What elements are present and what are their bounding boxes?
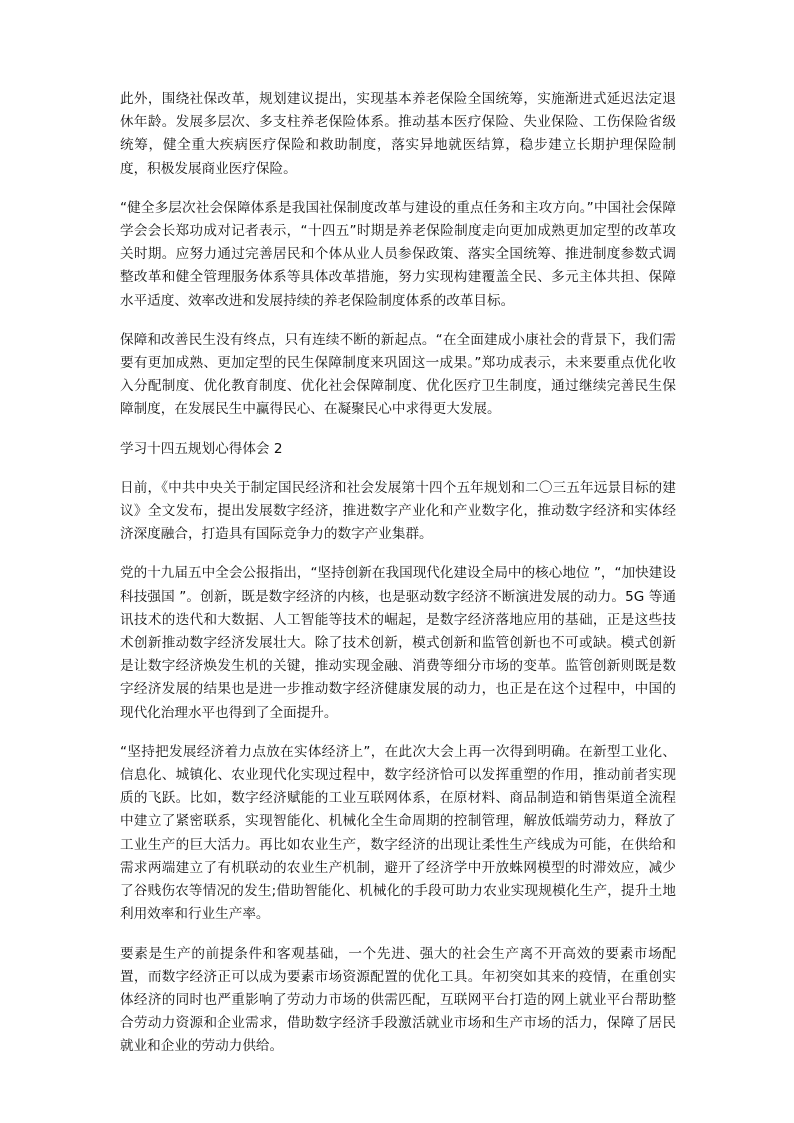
section-heading: 学习十四五规划心得体会 2	[120, 440, 283, 457]
paragraph-real-economy: “坚持把发展经济着力点放在实体经济上”，在此次大会上再一次得到明确。在新型工业化、信息化、城镇化、农业现代化实现过程中，数字经济恰可以发挥重塑的作用，推动前者实现质的飞跃。比如，数字经济赋能的工业互联网体系，在原材料、商品制造和销售渠道全流程中建立了紧密联系，实现智能化、机械化全生命周期的控制管理，解放低端劳动力，释放了工业生产的巨大活力。再比如农业生产，数字经济的出现让柔性生产线成为可能，在供给和需求两端建立了有机联动的农业生产机制，避开了经济学中开放蛛网模型的时滞效应，减少了谷贱伤农等情况的发生;借助智能化、机械化的手段可助力农业实现规模化生产，提升土地利用效率和行业生产率。	[120, 743, 676, 923]
paragraph-factor-market: 要素是生产的前提条件和客观基础，一个先进、强大的社会生产离不开高效的要素市场配置，而数字经济正可以成为要素市场资源配置的优化工具。年初突如其来的疫情，在重创实体经济的同时也严重影响了劳动力市场的供需匹配，互联网平台打造的网上就业平台帮助整合劳动力资源和企业需求，借助数字经济手段激活就业市场和生产市场的活力，保障了居民就业和企业的劳动力供给。	[120, 945, 676, 1055]
paragraph-innovation: 党的十九届五中全会公报指出，“坚持创新在我国现代化建设全局中的核心地位 ”，“加快建设科技强国 ”。创新，既是数字经济的内核，也是驱动数字经济不断演进发展的动力。5G 等通讯技术的迭代和大数据、人工智能等技术的崛起，是数字经济落地应用的基础，正是这些技术创新推动数字经济发展壮大。除了技术创新，模式创新和监管创新也不可或缺。模式创新是让数字经济焕发生机的关键，推动实现金融、消费等细分市场的变革。监管创新则既是数字经济发展的结果也是进一步推动数字经济健康发展的动力，也正是在这个过程中，中国的现代化治理水平也得到了全面提升。	[120, 565, 676, 721]
paragraph-livelihood-security: 保障和改善民生没有终点，只有连续不断的新起点。“在全面建成小康社会的背景下，我们需要有更加成熟、更加定型的民生保障制度来巩固这一成果。”郑功成表示，未来要重点优化收入分配制度、优化教育制度、优化社会保障制度、优化医疗卫生制度，通过继续完善民生保障制度，在发展民生中赢得民心、在凝聚民心中求得更大发展。	[120, 331, 676, 418]
paragraph-digital-economy-intro: 日前，《中共中央关于制定国民经济和社会发展第十四个五年规划和二〇三五年远景目标的建议》全文发布，提出发展数字经济，推进数字产业化和产业数字化，推动数字经济和实体经济深度融合，打造具有国际竞争力的数字产业集群。	[120, 479, 676, 543]
document-page	[120, 88, 676, 1075]
paragraph-zheng-quote-system: “健全多层次社会保障体系是我国社保制度改革与建设的重点任务和主攻方向。”中国社会保障学会会长郑功成对记者表示，“十四五”时期是养老保险制度走向更加成熟更加定型的改革攻关时期。应努力通过完善居民和个体从业人员参保政策、落实全国统筹、推进制度参数式调整改革和健全管理服务体系等具体改革措施，努力实现构建覆盖全民、多元主体共担、保障水平适度、效率改进和发展持续的养老保险制度体系的改革目标。	[120, 199, 676, 309]
paragraph-social-security-reform: 此外，围绕社保改革，规划建议提出，实现基本养老保险全国统筹，实施渐进式延迟法定退休年龄。发展多层次、多支柱养老保险体系。推动基本医疗保险、失业保险、工伤保险省级统筹，健全重大疾病医疗保险和救助制度，落实异地就医结算，稳步建立长期护理保险制度，积极发展商业医疗保险。	[120, 91, 676, 177]
